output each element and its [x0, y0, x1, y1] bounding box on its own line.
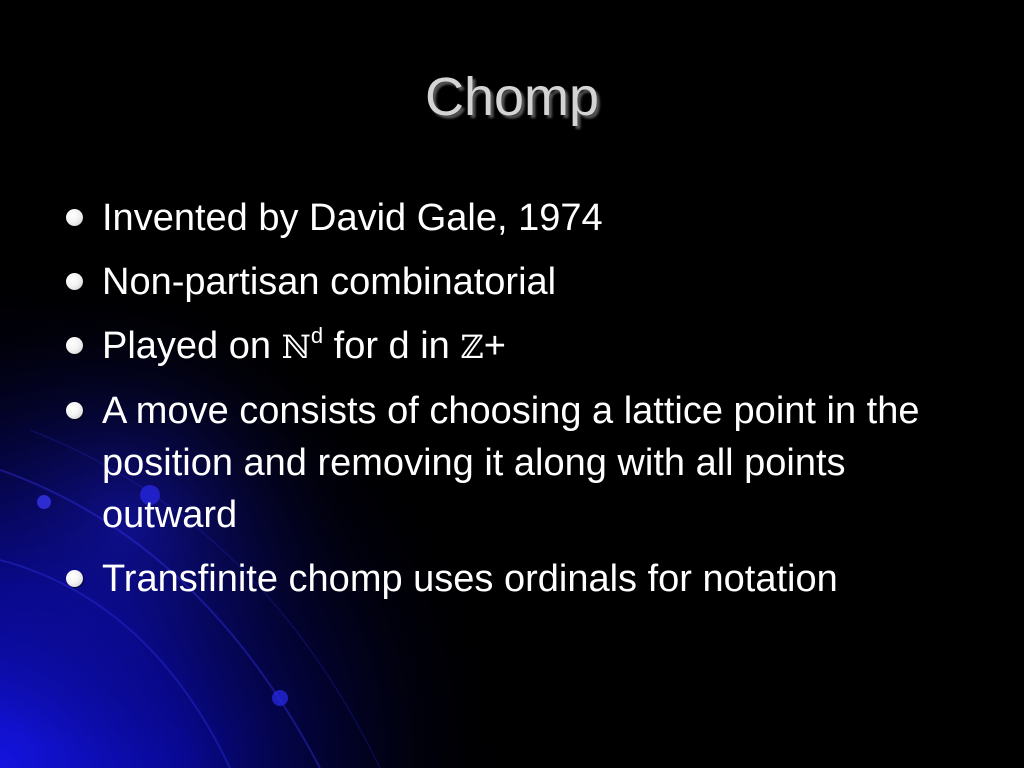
bullet-item — [64, 320, 984, 373]
slide-title: Chomp — [424, 67, 600, 127]
bullet-item — [64, 192, 984, 244]
bullet-icon — [66, 273, 83, 290]
naturals-symbol: ℕ — [281, 328, 311, 366]
bullet-text-prefix: Played on — [102, 325, 282, 367]
bullet-text: Non-partisan combinatorial — [102, 261, 557, 303]
bullet-icon — [66, 570, 83, 587]
bullet-icon — [66, 337, 83, 354]
bullet-text-suffix: + — [483, 325, 506, 367]
superscript-d: d — [310, 323, 324, 348]
bullet-text-middle: for d in — [323, 325, 461, 367]
bullet-text: A move consists of choosing a lattice point in the position and removing it along with all points outward — [102, 390, 920, 536]
bullet-text: Invented by David Gale, 1974 — [102, 197, 603, 239]
bullet-list — [64, 192, 984, 617]
bullet-text: Transfinite chomp uses ordinals for notation — [102, 558, 838, 600]
bullet-item — [64, 256, 984, 308]
bullet-item — [64, 385, 984, 541]
bullet-icon — [66, 209, 83, 226]
bullet-icon — [66, 402, 83, 419]
bullet-item — [64, 553, 984, 605]
integers-symbol: ℤ — [460, 328, 484, 366]
